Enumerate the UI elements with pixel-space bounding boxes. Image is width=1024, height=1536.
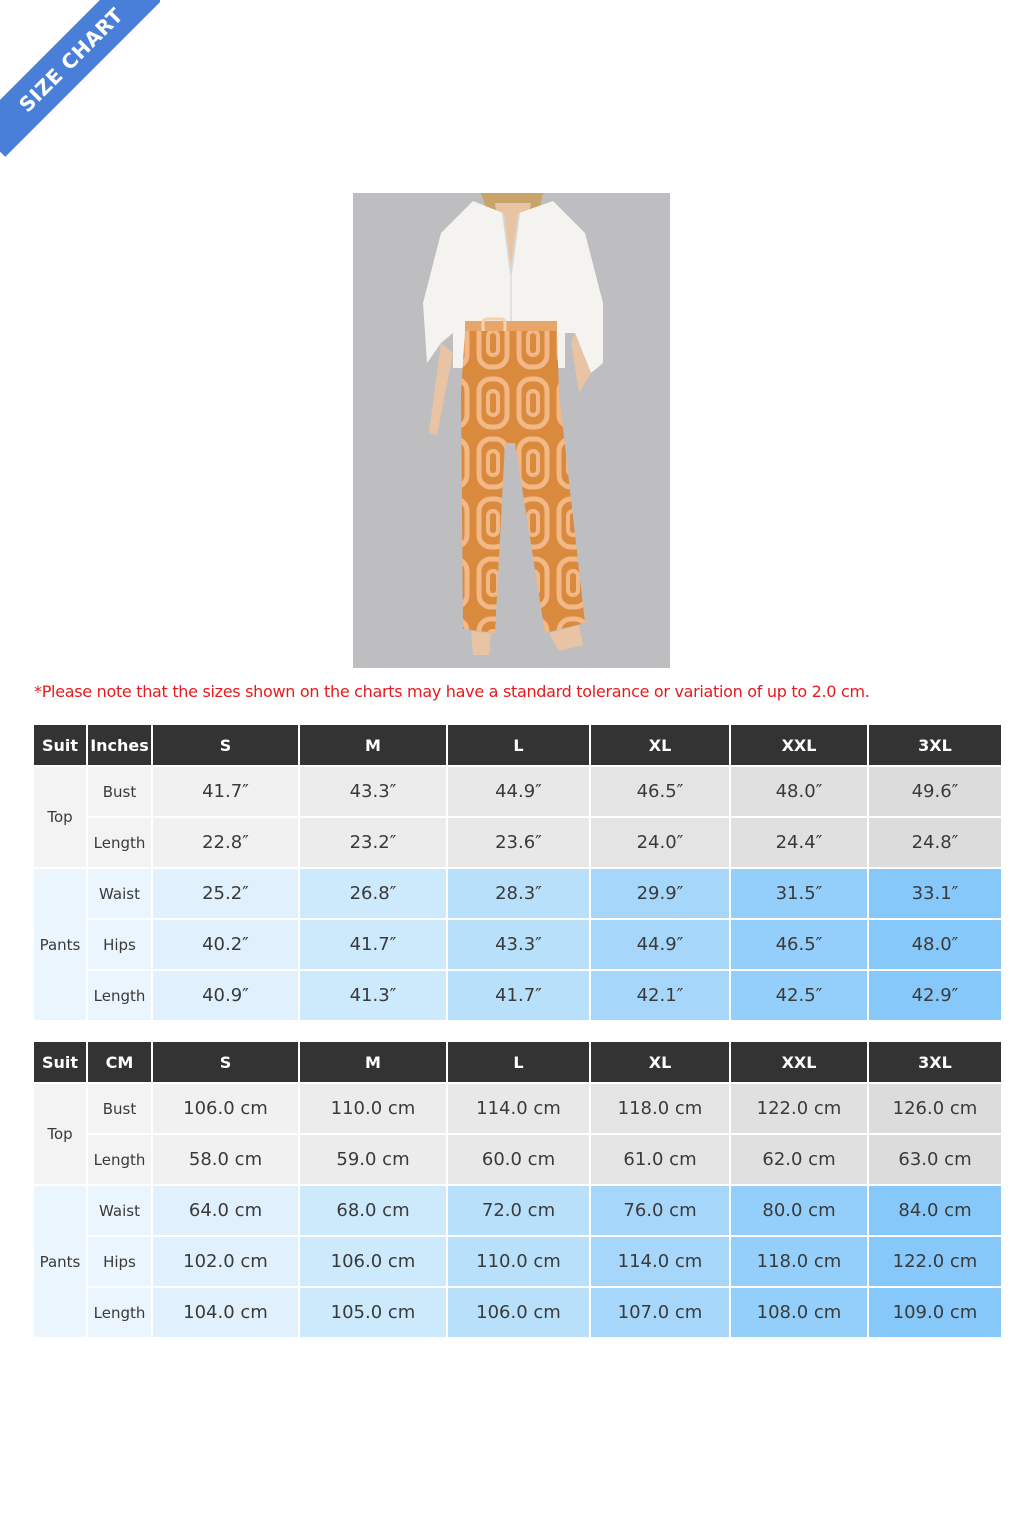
size-value-cell: 44.9″ (591, 920, 729, 969)
measurement-label: Length (88, 971, 151, 1020)
size-value-cell: 122.0 cm (869, 1237, 1001, 1286)
size-value-cell: 42.5″ (731, 971, 867, 1020)
size-value-cell: 76.0 cm (591, 1186, 729, 1235)
size-value-cell: 23.6″ (448, 818, 589, 867)
size-value-cell: 108.0 cm (731, 1288, 867, 1337)
size-value-cell: 107.0 cm (591, 1288, 729, 1337)
size-value-cell: 29.9″ (591, 869, 729, 918)
header-row (34, 725, 1001, 765)
size-value-cell: 26.8″ (300, 869, 446, 918)
size-value-cell: 104.0 cm (153, 1288, 298, 1337)
size-value-cell: 48.0″ (731, 767, 867, 816)
size-value-cell: 40.2″ (153, 920, 298, 969)
table-row (34, 1084, 1001, 1133)
measurement-label: Length (88, 1288, 151, 1337)
size-value-cell: 46.5″ (591, 767, 729, 816)
suit-header: Suit (34, 1042, 86, 1082)
table-row (34, 818, 1001, 867)
table-row (34, 767, 1001, 816)
size-value-cell: 114.0 cm (448, 1084, 589, 1133)
size-value-cell: 24.8″ (869, 818, 1001, 867)
size-table-cm (32, 1040, 1003, 1339)
measurement-label: Hips (88, 920, 151, 969)
measurement-label: Length (88, 818, 151, 867)
size-header: S (153, 725, 298, 765)
size-value-cell: 61.0 cm (591, 1135, 729, 1184)
size-value-cell: 64.0 cm (153, 1186, 298, 1235)
header-row (34, 1042, 1001, 1082)
size-value-cell: 22.8″ (153, 818, 298, 867)
size-value-cell: 102.0 cm (153, 1237, 298, 1286)
size-value-cell: 41.7″ (153, 767, 298, 816)
size-value-cell: 122.0 cm (731, 1084, 867, 1133)
size-value-cell: 46.5″ (731, 920, 867, 969)
size-value-cell: 41.7″ (448, 971, 589, 1020)
size-value-cell: 49.6″ (869, 767, 1001, 816)
size-table-inches (32, 723, 1003, 1022)
size-value-cell: 25.2″ (153, 869, 298, 918)
size-value-cell: 118.0 cm (591, 1084, 729, 1133)
size-header: M (300, 725, 446, 765)
size-value-cell: 80.0 cm (731, 1186, 867, 1235)
suit-header: Suit (34, 725, 86, 765)
table-row (34, 1288, 1001, 1337)
size-header: 3XL (869, 1042, 1001, 1082)
size-value-cell: 118.0 cm (731, 1237, 867, 1286)
measurement-label: Waist (88, 869, 151, 918)
size-value-cell: 23.2″ (300, 818, 446, 867)
size-value-cell: 60.0 cm (448, 1135, 589, 1184)
size-value-cell: 84.0 cm (869, 1186, 1001, 1235)
pants-suit-label: Pants (34, 869, 86, 1020)
size-value-cell: 59.0 cm (300, 1135, 446, 1184)
size-value-cell: 44.9″ (448, 767, 589, 816)
size-header: S (153, 1042, 298, 1082)
size-header: XXL (731, 725, 867, 765)
size-value-cell: 126.0 cm (869, 1084, 1001, 1133)
size-value-cell: 110.0 cm (448, 1237, 589, 1286)
size-header: M (300, 1042, 446, 1082)
size-value-cell: 106.0 cm (448, 1288, 589, 1337)
size-value-cell: 28.3″ (448, 869, 589, 918)
size-value-cell: 48.0″ (869, 920, 1001, 969)
size-value-cell: 68.0 cm (300, 1186, 446, 1235)
measurement-label: Hips (88, 1237, 151, 1286)
table-row (34, 1186, 1001, 1235)
size-chart-ribbon (0, 0, 160, 160)
size-value-cell: 41.7″ (300, 920, 446, 969)
tolerance-note: *Please note that the sizes shown on the charts may have a standard tolerance or variation of up to 2.0 cm. (34, 682, 870, 701)
table-row (34, 1237, 1001, 1286)
ribbon-label: SIZE CHART (0, 0, 160, 157)
size-value-cell: 42.9″ (869, 971, 1001, 1020)
table-row (34, 1135, 1001, 1184)
size-value-cell: 24.4″ (731, 818, 867, 867)
size-value-cell: 58.0 cm (153, 1135, 298, 1184)
size-value-cell: 63.0 cm (869, 1135, 1001, 1184)
unit-header: Inches (88, 725, 151, 765)
measurement-label: Bust (88, 1084, 151, 1133)
top-suit-label: Top (34, 1084, 86, 1184)
size-header: L (448, 1042, 589, 1082)
size-header: XL (591, 725, 729, 765)
unit-header: CM (88, 1042, 151, 1082)
size-value-cell: 114.0 cm (591, 1237, 729, 1286)
size-value-cell: 40.9″ (153, 971, 298, 1020)
measurement-label: Bust (88, 767, 151, 816)
size-value-cell: 72.0 cm (448, 1186, 589, 1235)
measurement-label: Waist (88, 1186, 151, 1235)
size-value-cell: 42.1″ (591, 971, 729, 1020)
size-header: L (448, 725, 589, 765)
size-value-cell: 41.3″ (300, 971, 446, 1020)
size-header: XXL (731, 1042, 867, 1082)
size-header: 3XL (869, 725, 1001, 765)
table-row (34, 971, 1001, 1020)
size-value-cell: 62.0 cm (731, 1135, 867, 1184)
size-value-cell: 106.0 cm (153, 1084, 298, 1133)
size-value-cell: 31.5″ (731, 869, 867, 918)
size-value-cell: 110.0 cm (300, 1084, 446, 1133)
measurement-label: Length (88, 1135, 151, 1184)
table-row (34, 920, 1001, 969)
pants-suit-label: Pants (34, 1186, 86, 1337)
size-value-cell: 106.0 cm (300, 1237, 446, 1286)
size-value-cell: 109.0 cm (869, 1288, 1001, 1337)
table-row (34, 869, 1001, 918)
size-value-cell: 105.0 cm (300, 1288, 446, 1337)
size-value-cell: 43.3″ (448, 920, 589, 969)
size-value-cell: 33.1″ (869, 869, 1001, 918)
size-header: XL (591, 1042, 729, 1082)
product-photo (353, 193, 670, 668)
size-value-cell: 24.0″ (591, 818, 729, 867)
size-value-cell: 43.3″ (300, 767, 446, 816)
top-suit-label: Top (34, 767, 86, 867)
